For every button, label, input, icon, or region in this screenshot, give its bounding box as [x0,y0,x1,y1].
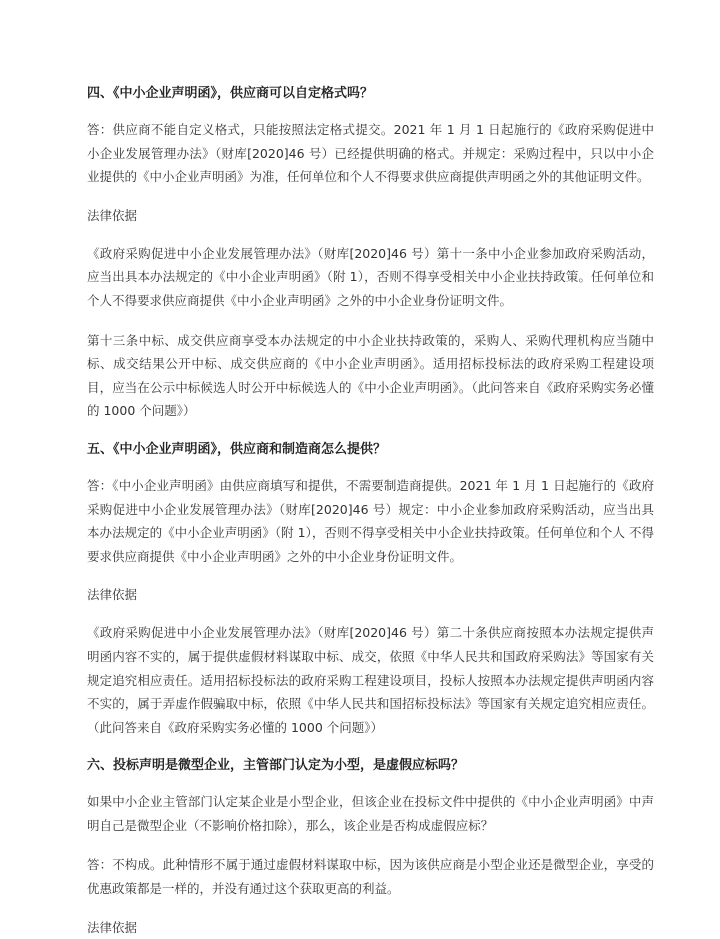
section-4-basis-article-11: 《政府采购促进中小企业发展管理办法》（财库[2020]46 号）第十一条中小企业参加政府采购活动，应当出具本办法规定的《中小企业声明函》（附 1），否则不得享受相关中小企业扶持政策。任何单位和个人不得要求供应商提供《中小企业声明函》之外的中小企业身份证明文件。 [87,245,654,308]
section-6-legal-basis-label: 法律依据 [87,919,138,935]
section-5-basis-article-20: 《政府采购促进中小企业发展管理办法》（财库[2020]46 号）第二十条供应商按照本办法规定提供声明函内容不实的，属于提供虚假材料谋取中标、成交，依照《中华人民共和国政府采购法》等国家有关规定追究相应责任。适用招标投标法的政府采购工程建设项目，投标人按照本办法规定提供声明函内容不实的，属于弄虚作假骗取中标，依照《中华人民共和国招标投标法》等国家有关规定追究相应责任。（此问答来自《政府采购实务必懂的 1000 个问题》） [87,625,654,735]
section-4-legal-basis-label: 法律依据 [87,207,138,223]
section-6-heading: 六、投标声明是微型企业，主管部门认定为小型，是虚假应标吗？ [87,758,465,774]
section-4-answer: 答：供应商不能自定义格式，只能按照法定格式提交。2021 年 1 月 1 日起施行的《政府采购促进中小企业发展管理办法》（财库[2020]46 号）已经提供明确的格式。并规定：采购过程中，只以中小企业提供的《中小企业声明函》为准，任何单位和个人不得要求供应商提供声明函之外的其他证明文件。 [87,122,654,185]
section-5-heading: 五、《中小企业声明函》，供应商和制造商怎么提供？ [87,441,387,457]
section-4-basis-article-13: 第十三条中标、成交供应商享受本办法规定的中小企业扶持政策的，采购人、采购代理机构应当随中标、成交结果公开中标、成交供应商的《中小企业声明函》。适用招标投标法的政府采购工程建设项目，应当在公示中标候选人时公开中标候选人的《中小企业声明函》。（此问答来自《政府采购实务必懂的 1000 个问题》） [87,332,654,419]
section-6-answer: 答：不构成。此种情形不属于通过虚假材料谋取中标，因为该供应商是小型企业还是微型企业，享受的优惠政策都是一样的，并没有通过这个获取更高的利益。 [87,857,654,897]
section-5-answer: 答：《中小企业声明函》由供应商填写和提供，不需要制造商提供。2021 年 1 月 1 日起施行的《政府采购促进中小企业发展管理办法》（财库[2020]46 号）规定：中小企业参加政府采购活动，应当出具本办法规定的《中小企业声明函》（附 1），否则不得享受相关中小企业扶持政策。任何单位和个人 不得要求供应商提供《中小企业声明函》之外的中小企业身份证明文件。 [87,477,654,564]
section-6-question: 如果中小企业主管部门认定某企业是小型企业，但该企业在投标文件中提供的《中小企业声明函》中声明自己是微型企业（不影响价格扣除），那么，该企业是否构成虚假应标？ [87,794,654,833]
section-5-legal-basis-label: 法律依据 [87,587,138,603]
section-4-heading: 四、《中小企业声明函》，供应商可以自定格式吗？ [87,86,374,101]
